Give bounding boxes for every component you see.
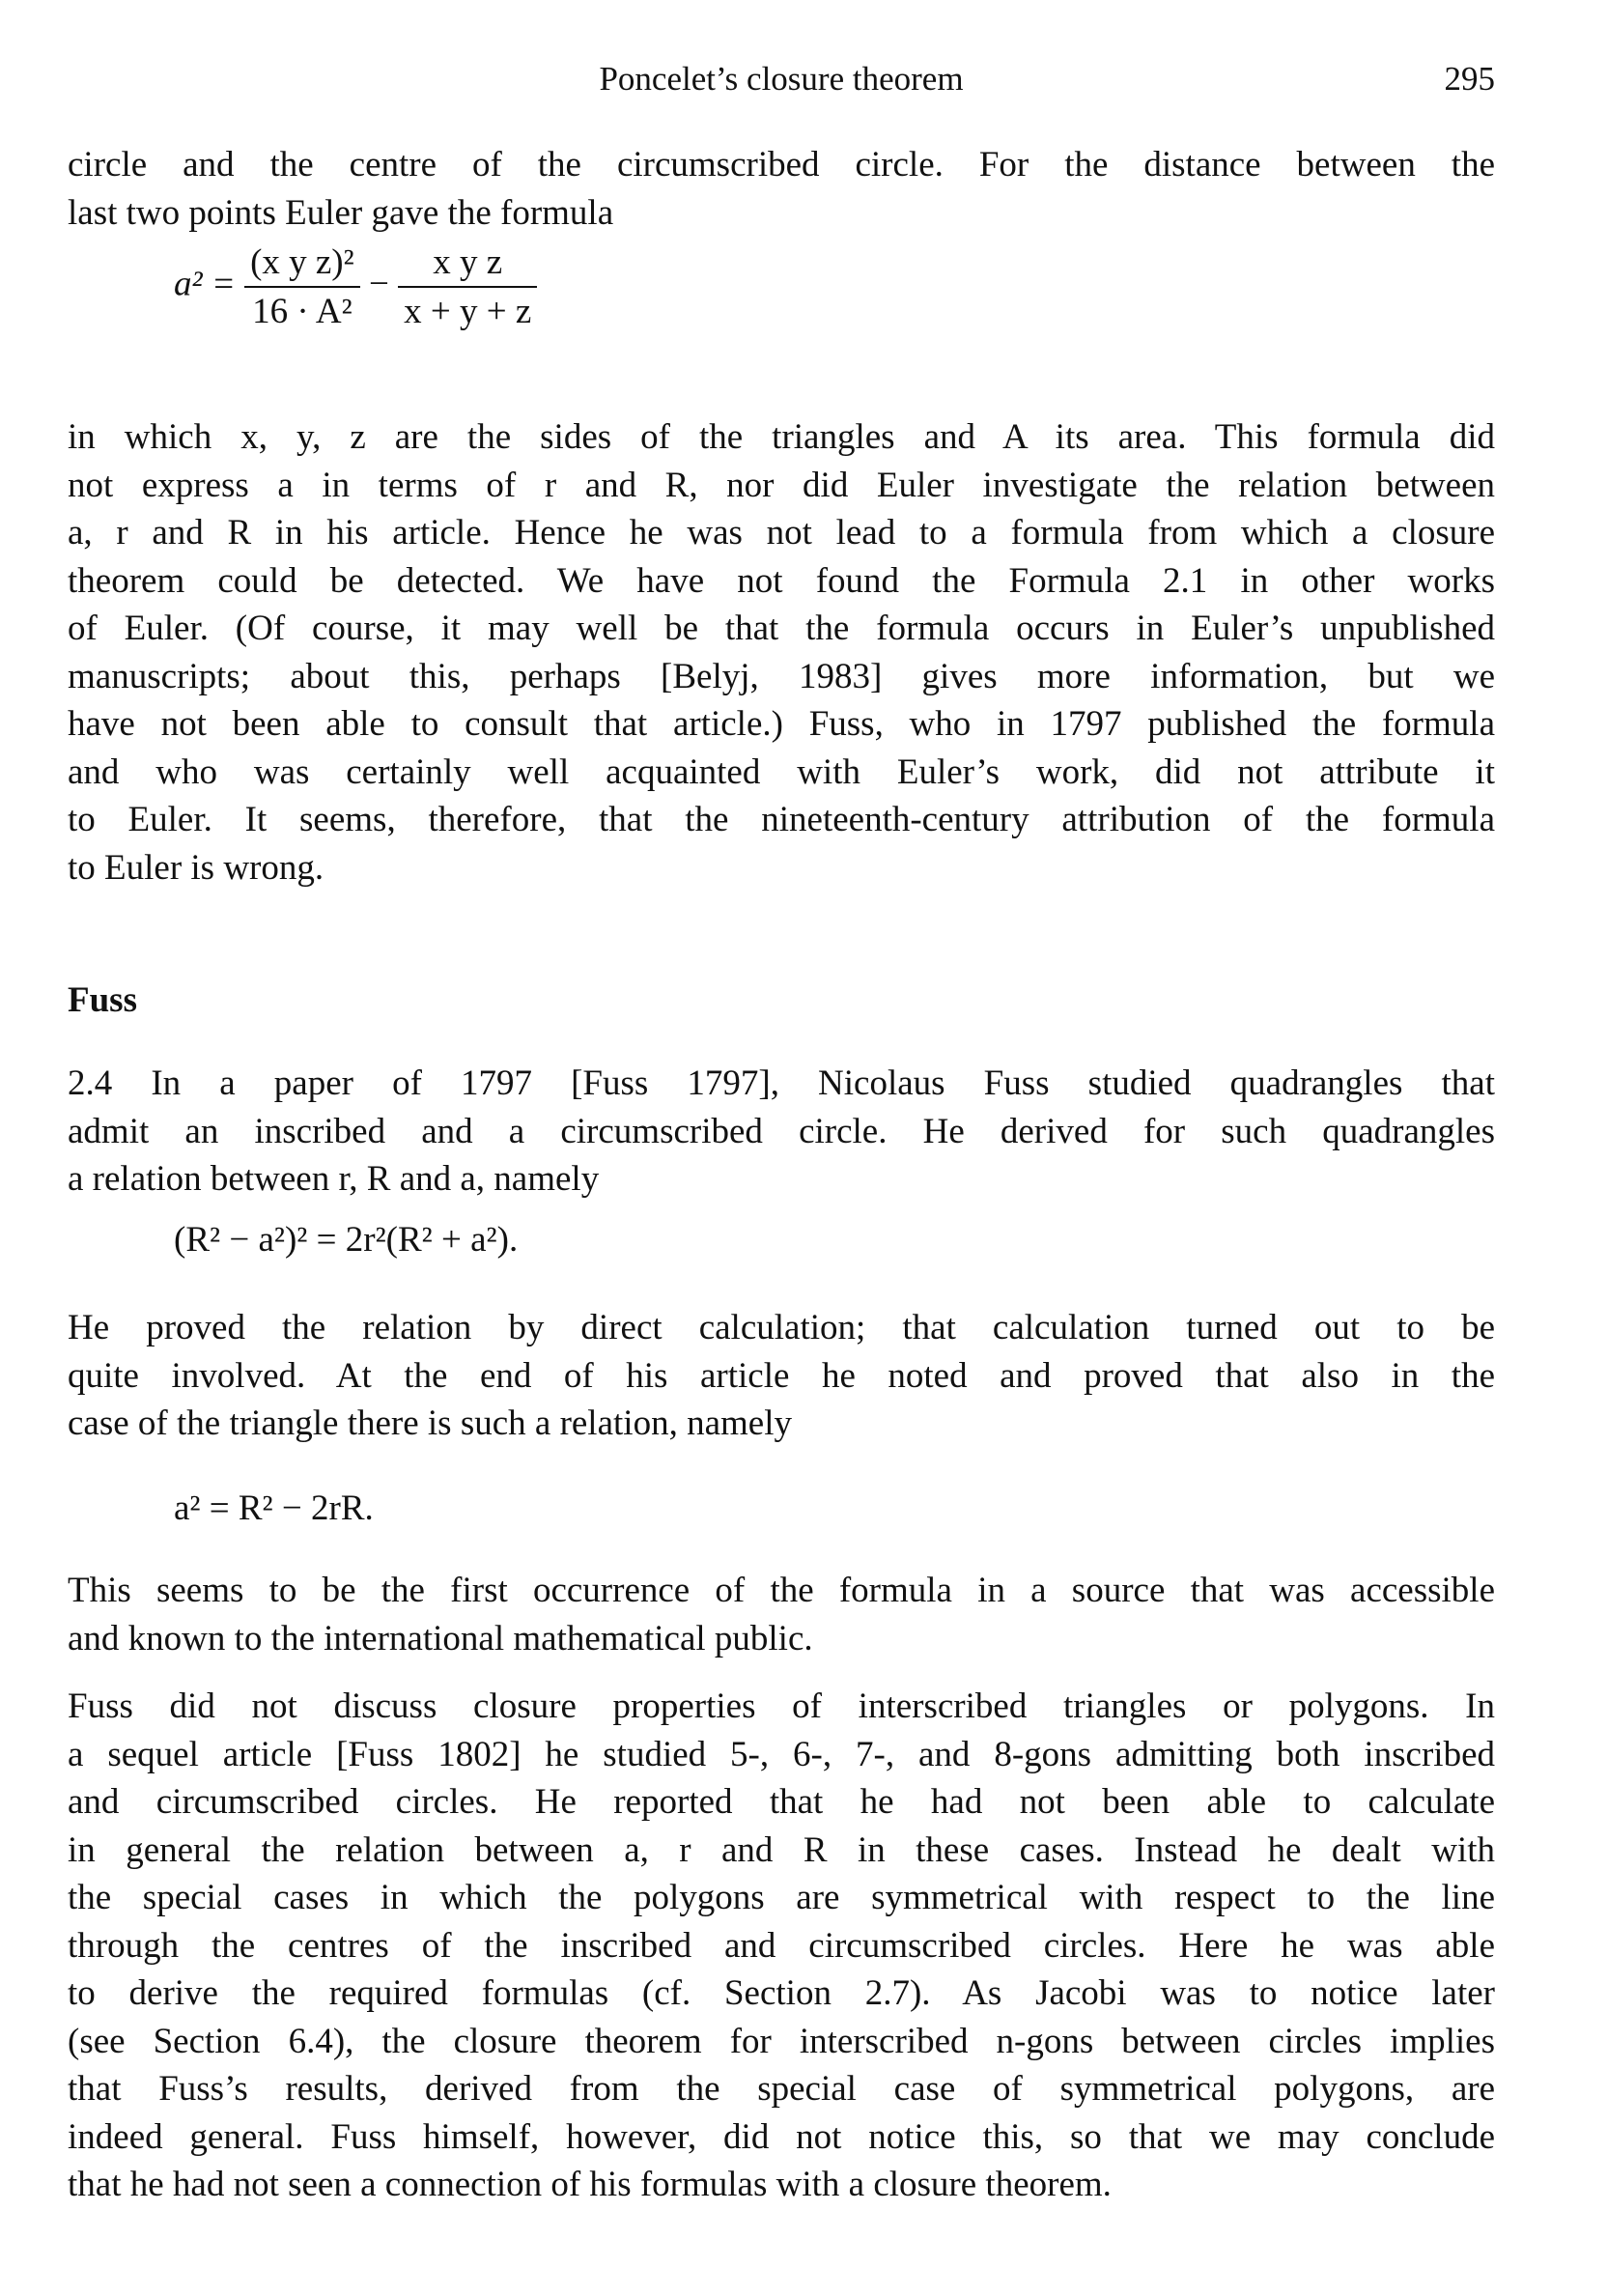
minus-sign: − — [368, 264, 389, 304]
section-heading: Fuss — [68, 980, 137, 1020]
text-line: to Euler. It seems, therefore, that the nineteenth-century attribution of the formula — [68, 800, 1495, 839]
text-line: theorem could be detected. We have not found the Formula 2.1 in other works — [68, 560, 1495, 601]
equation-lhs: a² = — [174, 264, 236, 304]
text-line: case of the triangle there is such a relation, namely — [68, 1403, 792, 1443]
paragraph-3 — [68, 1060, 1495, 1204]
fraction-numerator: x y z — [433, 242, 503, 282]
fraction-numerator: (x y z)² — [250, 242, 354, 282]
text-line: through the centres of the inscribed and circumscribed circles. Here he was able — [68, 1925, 1495, 1966]
text-line: a sequel article [Fuss 1802] he studied 5-, 6-, 7-, and 8-gons admitting both inscribed — [68, 1734, 1495, 1774]
text-line: quite involved. At the end of his article he noted and proved that also in the — [68, 1355, 1495, 1396]
paragraph-6 — [68, 1683, 1495, 2209]
text-line: have not been able to consult that article.) Fuss, who in 1797 published the formula — [68, 704, 1495, 744]
text-line: and circumscribed circles. He reported that he had not been able to calculate — [68, 1782, 1495, 1822]
fraction-denominator: x + y + z — [398, 286, 537, 332]
text-line: of Euler. (Of course, it may well be that the formula occurs in Euler’s unpublished — [68, 609, 1495, 648]
fraction — [244, 241, 360, 332]
running-title: Poncelet’s closure theorem — [599, 60, 964, 98]
text-line: (see Section 6.4), the closure theorem for interscribed n-gons between circles implies — [68, 2021, 1495, 2061]
text-line: admit an inscribed and a circumscribed circle. He derived for such quadrangles — [68, 1111, 1495, 1151]
text-line: that he had not seen a connection of his formulas with a closure theorem. — [68, 2165, 1112, 2204]
paragraph-1 — [68, 141, 1495, 237]
text-line: Fuss did not discuss closure properties of interscribed triangles or polygons. In — [68, 1687, 1495, 1726]
text-line: in general the relation between a, r and R in these cases. Instead he dealt with — [68, 1829, 1495, 1870]
text-line: a, r and R in his article. Hence he was not lead to a formula from which a closure — [68, 513, 1495, 553]
paragraph-5 — [68, 1567, 1495, 1662]
text-line: 2.4 In a paper of 1797 [Fuss 1797], Nicolaus Fuss studied quadrangles that — [68, 1063, 1495, 1103]
text-line: to Euler is wrong. — [68, 847, 324, 888]
page-number: 295 — [1444, 60, 1495, 98]
text-line: a relation between r, R and a, namely — [68, 1159, 600, 1199]
page-header — [68, 60, 1495, 108]
text-line: to derive the required formulas (cf. Section 2.7). As Jacobi was to notice later — [68, 1973, 1495, 2013]
text-line: and known to the international mathematical public. — [68, 1618, 813, 1658]
equation-euler — [174, 241, 537, 332]
text-line: in which x, y, z are the sides of the triangles and A its area. This formula did — [68, 417, 1495, 457]
text-line: and who was certainly well acquainted with Euler’s work, did not attribute it — [68, 751, 1495, 792]
paragraph-4 — [68, 1304, 1495, 1448]
text-line: the special cases in which the polygons are symmetrical with respect to the line — [68, 1878, 1495, 1917]
text-line: not express a in terms of r and R, nor did Euler investigate the relation between — [68, 465, 1495, 505]
text-line: He proved the relation by direct calculation; that calculation turned out to be — [68, 1308, 1495, 1347]
fraction — [398, 241, 537, 332]
text-line: manuscripts; about this, perhaps [Belyj, 1983] gives more information, but we — [68, 656, 1495, 696]
text-line: This seems to be the first occurrence of the formula in a source that was accessible — [68, 1571, 1495, 1610]
text-line: that Fuss’s results, derived from the special case of symmetrical polygons, are — [68, 2069, 1495, 2109]
text-line: indeed general. Fuss himself, however, did not notice this, so that we may conclude — [68, 2116, 1495, 2157]
equation-fuss-quadrangle: (R² − a²)² = 2r²(R² + a²). — [174, 1220, 519, 1260]
equation-fuss-triangle: a² = R² − 2rR. — [174, 1488, 374, 1528]
fraction-denominator: 16 · A² — [244, 286, 360, 332]
text-line: last two points Euler gave the formula — [68, 192, 614, 233]
paragraph-2 — [68, 413, 1495, 892]
text-line: circle and the centre of the circumscribed circle. For the distance between the — [68, 145, 1495, 184]
